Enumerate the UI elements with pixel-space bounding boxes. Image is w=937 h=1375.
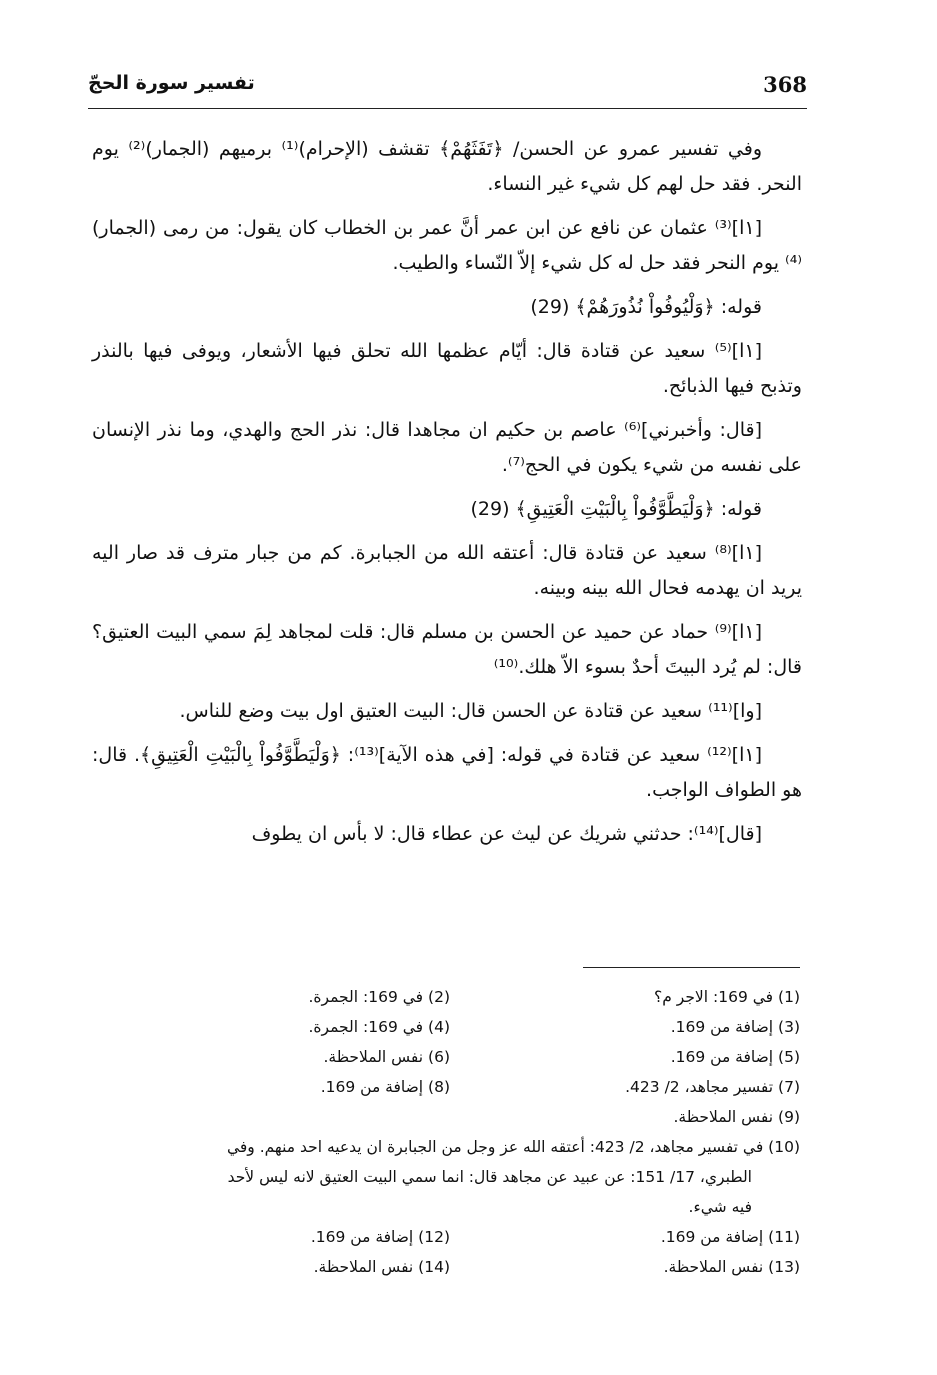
footnote-row	[92, 1102, 800, 1132]
footnote: (9) نفس الملاحظة.	[673, 1108, 800, 1126]
footnote-row	[92, 1222, 800, 1252]
paragraph: [قال]⁽¹⁴⁾: حدثني شريك عن ليث عن عطاء قال: لا بأس ان يطوف	[251, 823, 762, 845]
footnote: (6) نفس الملاحظة.	[323, 1048, 450, 1066]
footnote-row	[92, 1012, 800, 1042]
header-rule	[88, 108, 807, 109]
footnote: (3) إضافة من 169.	[670, 1018, 800, 1036]
footnote-row	[92, 1042, 800, 1072]
paragraph: [قال: وأخبرني]⁽⁶⁾ عاصم بن حكيم ان مجاهدا قال: نذر الحج والهدي، وما نذر الإنسان على نفسه من شيء يكون في الحج⁽⁷⁾.	[92, 419, 802, 476]
footnote-rule	[583, 967, 800, 968]
paragraph: [١ا]⁽⁵⁾ سعيد عن قتادة قال: أيّام عظمها الله تحلق فيها الأشعار، ويوفى فيها بالنذر وتذبح فيها الذبائح.	[92, 340, 802, 397]
footnote: (8) إضافة من 169.	[320, 1078, 450, 1096]
footnote: (13) نفس الملاحظة.	[663, 1258, 800, 1276]
footnote: (7) تفسير مجاهد، 2/ 423.	[625, 1078, 800, 1096]
paragraph: [١ا]⁽⁹⁾ حماد عن حميد عن الحسن بن مسلم قال: قلت لمجاهد لِمَ سمي البيت العتيق؟ قال: لم يُرد البيتَ أحدٌ بسوء الاّ هلك.⁽¹⁰⁾	[92, 621, 802, 678]
verse-heading: قوله: ﴿وَلْيَطَّوَّفُواْ بِالْبَيْتِ الْعَتِيقِ﴾ (29)	[470, 498, 762, 520]
footnote-text: الطبري، 17/ 151: عن عبيد عن مجاهد قال: انما سمي البيت العتيق لانه ليس لأحد	[227, 1168, 752, 1186]
main-text	[92, 132, 802, 861]
footnote: (12) إضافة من 169.	[310, 1228, 450, 1246]
verse-heading: قوله: ﴿وَلْيُوفُواْ نُذُورَهُمْ﴾ (29)	[530, 296, 762, 318]
footnote-continuation	[92, 1162, 800, 1192]
footnote: (4) في 169: الجمرة.	[308, 1018, 450, 1036]
footnote-row	[92, 1252, 800, 1282]
footnote-text: فيه شيء.	[688, 1198, 752, 1216]
paragraph: [وا]⁽¹¹⁾ سعيد عن قتادة عن الحسن قال: البيت العتيق اول بيت وضع للناس.	[179, 700, 762, 722]
page-header	[88, 72, 807, 106]
paragraph: [١ا]⁽³⁾ عثمان عن نافع عن ابن عمر أنَّ عمر بن الخطاب كان يقول: من رمى (الجمار)⁽⁴⁾ يوم النحر فقد حل له كل شيء إلاّ النّساء والطيب.	[92, 217, 802, 274]
footnote-row	[92, 982, 800, 1012]
footnotes	[92, 982, 800, 1282]
paragraph: [١ا]⁽⁸⁾ سعيد عن قتادة قال: أعتقه الله من الجبابرة. كم من جبار مترف قد صار اليه يريد ان يهدمه فحال الله بينه وبينه.	[92, 542, 802, 599]
footnote: (5) إضافة من 169.	[670, 1048, 800, 1066]
footnote: (2) في 169: الجمرة.	[308, 988, 450, 1006]
paragraph: [١ا]⁽¹²⁾ سعيد عن قتادة في قوله: [في هذه الآية]⁽¹³⁾: ﴿وَلْيَطَّوَّفُواْ بِالْبَيْتِ الْعَتِيقِ﴾. قال: هو الطواف الواجب.	[92, 744, 802, 801]
page-number: 368	[763, 72, 807, 97]
footnote-row	[92, 1072, 800, 1102]
footnote: (10) في تفسير مجاهد، 2/ 423: أعتقه الله عز وجل من الجبابرة ان يدعيه احد منهم. وفي	[226, 1138, 800, 1156]
paragraph: وفي تفسير عمرو عن الحسن/ ﴿تَفَثَهُمْ﴾ تقشف (الإحرام)⁽¹⁾ برميهم (الجمار)⁽²⁾ يوم النحر. فقد حل لهم كل شيء غير النساء.	[92, 138, 802, 195]
footnote-row	[92, 1132, 800, 1162]
footnote: (1) في 169: الاجر م؟	[654, 988, 800, 1006]
footnote: (11) إضافة من 169.	[660, 1228, 800, 1246]
running-title: تفسير سورة الحجّ	[88, 72, 255, 94]
footnote-continuation	[92, 1192, 800, 1222]
footnote: (14) نفس الملاحظة.	[313, 1258, 450, 1276]
